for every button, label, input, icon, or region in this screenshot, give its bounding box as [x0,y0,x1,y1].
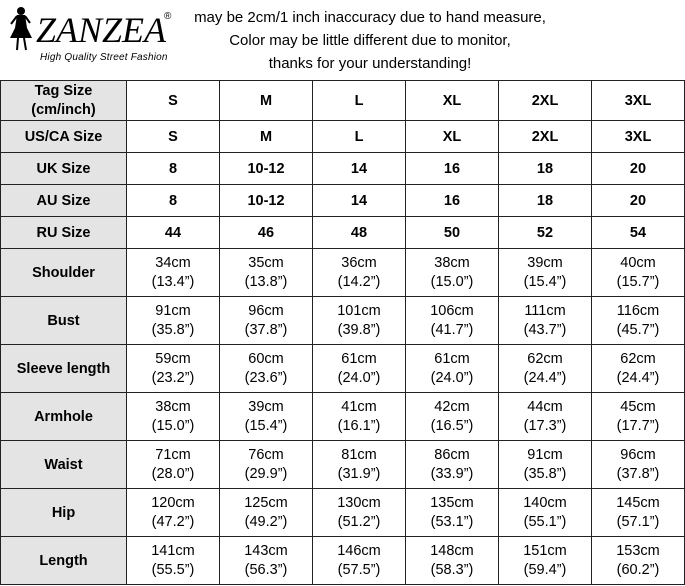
cm-value: 106cm [430,302,474,319]
cm-value: 145cm [616,494,660,511]
measurement-cell [313,489,406,537]
size-cell: 8 [127,185,220,217]
measurement-cell [220,393,313,441]
measurement-cell [127,249,220,297]
measurement-cell [406,249,499,297]
measurement-cell [406,297,499,345]
measurement-cell [592,249,685,297]
cm-value: 146cm [337,542,381,559]
inch-value: (24.0”) [337,369,381,386]
measurement-cell [127,537,220,585]
cm-value: 120cm [151,494,195,511]
measurement-cell [313,345,406,393]
inch-value: (57.1”) [616,513,660,530]
cm-value: 39cm [248,398,284,415]
inch-value: (59.4”) [523,561,567,578]
cm-value: 96cm [248,302,284,319]
measurement-cell [592,537,685,585]
inch-value: (37.8”) [616,465,660,482]
measurement-cell [220,345,313,393]
cm-value: 42cm [434,398,470,415]
cm-value: 148cm [430,542,474,559]
inch-value: (14.2”) [337,273,381,290]
woman-silhouette-icon [6,6,36,52]
cm-value: 86cm [434,446,470,463]
size-cell: 10-12 [220,185,313,217]
row-label: US/CA Size [1,121,127,153]
measurement-cell [220,249,313,297]
inch-value: (55.5”) [151,561,195,578]
measurement-cell [127,297,220,345]
measurement-cell [220,489,313,537]
row-label: UK Size [1,153,127,185]
size-cell: M [220,81,313,121]
size-cell: 3XL [592,121,685,153]
size-cell: 48 [313,217,406,249]
measurement-cell [127,393,220,441]
measurement-cell [499,345,592,393]
size-cell: S [127,121,220,153]
measurement-cell [406,489,499,537]
cm-value: 61cm [434,350,470,367]
size-cell: 8 [127,153,220,185]
measurement-cell [592,393,685,441]
measurement-row [1,249,685,297]
inch-value: (17.7”) [616,417,660,434]
size-cell: 44 [127,217,220,249]
row-label: AU Size [1,185,127,217]
measurement-cell [220,441,313,489]
size-cell: XL [406,81,499,121]
measurement-notice [150,6,590,75]
measurement-row [1,489,685,537]
inch-value: (47.2”) [151,513,195,530]
size-cell: 52 [499,217,592,249]
size-chart-table [0,80,685,585]
cm-value: 135cm [430,494,474,511]
measurement-cell [499,297,592,345]
measurement-cell [406,345,499,393]
measurement-cell [406,441,499,489]
size-cell: 10-12 [220,153,313,185]
inch-value: (13.8”) [244,273,288,290]
size-cell: 18 [499,185,592,217]
inch-value: (16.1”) [337,417,381,434]
size-row [1,153,685,185]
cm-value: 60cm [248,350,284,367]
cm-value: 34cm [155,254,191,271]
size-cell: 18 [499,153,592,185]
measurement-cell [499,393,592,441]
cm-value: 62cm [527,350,563,367]
cm-value: 45cm [620,398,656,415]
size-cell: 2XL [499,121,592,153]
size-cell: 3XL [592,81,685,121]
cm-value: 62cm [620,350,656,367]
cm-value: 38cm [155,398,191,415]
size-cell: 14 [313,153,406,185]
inch-value: (15.4”) [523,273,567,290]
measurement-cell [406,393,499,441]
notice-line: may be 2cm/1 inch inaccuracy due to hand measure, [194,9,546,26]
inch-value: (15.4”) [244,417,288,434]
inch-value: (33.9”) [430,465,474,482]
cm-value: 44cm [527,398,563,415]
measurement-cell [127,441,220,489]
inch-value: (58.3”) [430,561,474,578]
cm-value: 130cm [337,494,381,511]
size-cell: L [313,81,406,121]
cm-value: 59cm [155,350,191,367]
inch-value: (17.3”) [523,417,567,434]
cm-value: 76cm [248,446,284,463]
cm-value: 140cm [523,494,567,511]
measurement-cell [499,249,592,297]
inch-value: (35.8”) [151,321,195,338]
size-cell: M [220,121,313,153]
cm-value: 36cm [341,254,377,271]
measurement-cell [220,537,313,585]
size-row [1,81,685,121]
size-cell: 20 [592,153,685,185]
size-cell: 50 [406,217,499,249]
measurement-row [1,537,685,585]
cm-value: 101cm [337,302,381,319]
measurement-cell [592,489,685,537]
row-label: RU Size [1,217,127,249]
cm-value: 35cm [248,254,284,271]
size-cell: S [127,81,220,121]
cm-value: 38cm [434,254,470,271]
cm-value: 153cm [616,542,660,559]
inch-value: (45.7”) [616,321,660,338]
cm-value: 91cm [155,302,191,319]
size-cell: L [313,121,406,153]
size-cell: XL [406,121,499,153]
cm-value: 111cm [524,302,566,319]
measurement-row [1,345,685,393]
measurement-cell [592,345,685,393]
notice-line: thanks for your understanding! [268,55,472,72]
inch-value: (60.2”) [616,561,660,578]
notice-line: Color may be little different due to monitor, [229,32,511,49]
measurement-cell [313,393,406,441]
row-label: Hip [1,489,127,537]
inch-value: (49.2”) [244,513,288,530]
inch-value: (29.9”) [244,465,288,482]
measurement-row [1,441,685,489]
inch-value: (16.5”) [430,417,474,434]
size-cell: 20 [592,185,685,217]
measurement-cell [220,297,313,345]
cm-value: 141cm [151,542,195,559]
inch-value: (23.6”) [244,369,288,386]
inch-value: (55.1”) [523,513,567,530]
measurement-cell [127,345,220,393]
cm-value: 39cm [527,254,563,271]
inch-value: (23.2”) [151,369,195,386]
measurement-cell [313,249,406,297]
measurement-cell [499,489,592,537]
row-label: Waist [1,441,127,489]
size-cell: 54 [592,217,685,249]
measurement-cell [127,489,220,537]
cm-value: 116cm [616,302,660,319]
inch-value: (15.0”) [151,417,195,434]
size-row [1,217,685,249]
inch-value: (24.0”) [430,369,474,386]
inch-value: (35.8”) [523,465,567,482]
inch-value: (24.4”) [616,369,660,386]
measurement-row [1,393,685,441]
size-cell: 16 [406,185,499,217]
size-cell: 2XL [499,81,592,121]
cm-value: 125cm [244,494,288,511]
row-label-line: Tag Size [34,82,93,99]
cm-value: 40cm [620,254,656,271]
header [0,0,685,80]
inch-value: (13.4”) [151,273,195,290]
inch-value: (57.5”) [337,561,381,578]
inch-value: (51.2”) [337,513,381,530]
measurement-cell [313,441,406,489]
registered-mark: ® [164,11,172,22]
cm-value: 81cm [341,446,377,463]
row-label: Armhole [1,393,127,441]
cm-value: 143cm [244,542,288,559]
measurement-cell [592,297,685,345]
size-cell: 46 [220,217,313,249]
inch-value: (15.0”) [430,273,474,290]
inch-value: (37.8”) [244,321,288,338]
cm-value: 91cm [527,446,563,463]
inch-value: (53.1”) [430,513,474,530]
row-label: Shoulder [1,249,127,297]
size-cell: 14 [313,185,406,217]
cm-value: 151cm [523,542,567,559]
inch-value: (39.8”) [337,321,381,338]
measurement-cell [313,297,406,345]
inch-value: (24.4”) [523,369,567,386]
inch-value: (28.0”) [151,465,195,482]
inch-value: (31.9”) [337,465,381,482]
brand-name: ZANZEA [36,10,167,50]
size-row [1,121,685,153]
inch-value: (41.7”) [430,321,474,338]
cm-value: 61cm [341,350,377,367]
row-label: Length [1,537,127,585]
inch-value: (15.7”) [616,273,660,290]
measurement-cell [499,441,592,489]
size-row [1,185,685,217]
row-label-line: (cm/inch) [31,101,96,118]
cm-value: 71cm [155,446,191,463]
size-cell: 16 [406,153,499,185]
brand-tagline: High Quality Street Fashion [40,52,168,63]
inch-value: (56.3”) [244,561,288,578]
measurement-cell [406,537,499,585]
measurement-cell [499,537,592,585]
measurement-cell [313,537,406,585]
row-label: Bust [1,297,127,345]
measurement-cell [592,441,685,489]
measurement-row [1,297,685,345]
row-label [1,81,127,121]
cm-value: 96cm [620,446,656,463]
cm-value: 41cm [341,398,377,415]
row-label: Sleeve length [1,345,127,393]
inch-value: (43.7”) [523,321,567,338]
